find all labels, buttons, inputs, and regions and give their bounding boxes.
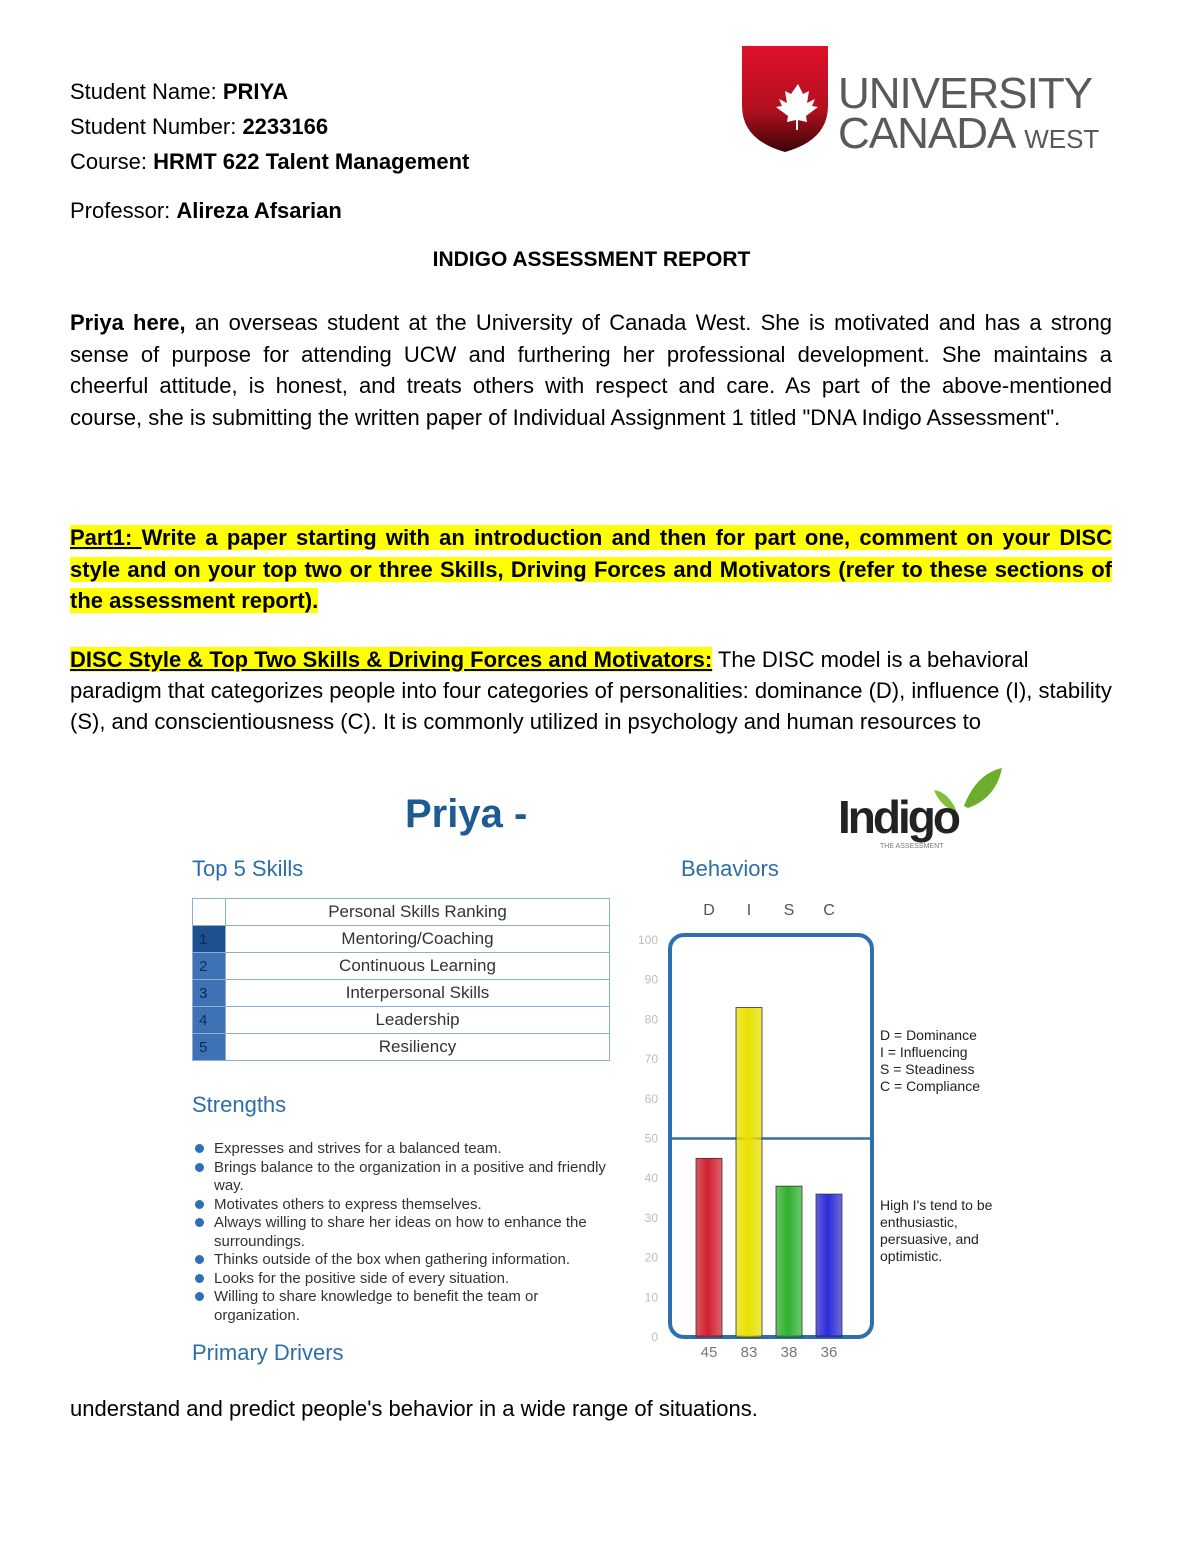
ucw-wordmark-west: WEST	[1024, 124, 1100, 154]
professor-name: Alireza Afsarian	[176, 198, 342, 223]
y-tick-label: 30	[644, 1210, 658, 1225]
legend-item: I = Influencing	[880, 1044, 968, 1060]
skill-rank: 3	[193, 980, 226, 1007]
y-tick-label: 20	[644, 1250, 658, 1265]
y-tick-label: 100	[637, 933, 658, 947]
skill-rank: 4	[193, 1007, 226, 1034]
disc-note: High I's tend to be enthusiastic, persuasive, and optimistic.	[880, 1197, 993, 1264]
category-label: I	[746, 902, 752, 919]
ucw-wordmark-canada: CANADA	[838, 109, 1013, 158]
part1-text: Write a paper starting with an introduction and then for part one, comment on your DISC style and on your top two or three Skills, Driving Forces and Motivators (refer to these sections of the assessment report).	[70, 525, 1112, 613]
table-row	[193, 980, 610, 1007]
indigo-tagline: THE ASSESSMENT	[880, 843, 944, 850]
disc-bar-chart	[620, 890, 880, 1370]
skill-rank: 1	[193, 926, 226, 953]
y-tick-label: 70	[644, 1052, 658, 1067]
strengths-list	[192, 1140, 622, 1325]
list-item: Expresses and strives for a balanced team.	[192, 1140, 622, 1159]
skill-name: Mentoring/Coaching	[226, 926, 610, 953]
y-tick-label: 10	[644, 1290, 658, 1305]
report-title: INDIGO ASSESSMENT REPORT	[432, 248, 751, 271]
intro-paragraph	[70, 307, 1112, 433]
y-tick-label: 40	[644, 1171, 658, 1186]
skill-name: Interpersonal Skills	[226, 980, 610, 1007]
part1-prompt	[70, 522, 1112, 617]
y-tick-label: 50	[644, 1131, 658, 1146]
bar-i	[736, 1007, 762, 1337]
category-label: C	[823, 902, 835, 919]
skill-rank: 5	[193, 1034, 226, 1061]
list-item: Motivates others to express themselves.	[192, 1196, 622, 1215]
skills-table-header-row	[193, 899, 610, 926]
table-row	[193, 1007, 610, 1034]
legend-item: S = Steadiness	[880, 1061, 975, 1077]
student-name-label: Student Name:	[70, 79, 223, 104]
legend-item: D = Dominance	[880, 1027, 977, 1043]
professor-line	[70, 198, 342, 224]
skills-title: Top 5 Skills	[192, 856, 304, 881]
skill-rank: 2	[193, 953, 226, 980]
strengths-title: Strengths	[192, 1092, 287, 1117]
disc-section-paragraph	[70, 644, 1112, 737]
ucw-wordmark	[838, 69, 1100, 159]
disc-text: The DISC model is a behavioral paradigm that categorizes people into four categories of personalities: dominance (D), influence (I), stability (S), and conscientiousness (C). It is commonly utilized in psychology and human resources to	[70, 647, 1112, 734]
list-item: Looks for the positive side of every situation.	[192, 1270, 622, 1289]
value-label: 45	[700, 1344, 718, 1361]
student-number-label: Student Number:	[70, 114, 243, 139]
student-number-line	[70, 114, 328, 140]
bar-c	[816, 1194, 842, 1337]
list-item: Thinks outside of the box when gathering information.	[192, 1251, 622, 1270]
disc-heading-b: & Driving Forces and Motivators:	[360, 647, 713, 672]
part1-label: Part1:	[70, 525, 142, 550]
category-label: D	[703, 902, 715, 919]
bar-d	[696, 1158, 722, 1337]
ucw-shield-logo	[740, 44, 830, 154]
ucw-wordmark-line1: UNIVERSITY	[838, 69, 1093, 118]
intro-lead: Priya here,	[70, 310, 186, 335]
category-label: S	[783, 902, 795, 919]
behaviors-title: Behaviors	[681, 856, 779, 881]
skill-name: Leadership	[226, 1007, 610, 1034]
skill-name: Resiliency	[226, 1034, 610, 1061]
ucw-wordmark-line2	[838, 109, 1100, 159]
y-tick-label: 60	[644, 1091, 658, 1106]
list-item: Brings balance to the organization in a positive and friendly way.	[192, 1159, 622, 1196]
course-label: Course:	[70, 149, 154, 174]
disc-heading-a: DISC Style & Top Two Skills	[70, 647, 361, 672]
intro-text: an overseas student at the University of Canada West. She is motivated and has a strong sense of purpose for attending UCW and furthering her professional development. She maintains a cheerful attitude, is honest, and treats others with respect and care. As part of the above-mentioned course, she is submitting the written paper of Individual Assignment 1 titled "DNA Indigo Assessment".	[70, 310, 1112, 430]
student-name-line	[70, 79, 288, 105]
table-row	[193, 953, 610, 980]
skills-header-rank-cell	[193, 899, 226, 926]
value-label: 38	[780, 1344, 798, 1361]
y-tick-label: 80	[644, 1012, 658, 1027]
primary-drivers-title: Primary Drivers	[192, 1340, 344, 1365]
list-item: Always willing to share her ideas on how to enhance the surroundings.	[192, 1214, 622, 1251]
closing-sentence: understand and predict people's behavior in a wide range of situations.	[70, 1396, 758, 1421]
course-line	[70, 149, 469, 175]
skills-table	[192, 898, 610, 1061]
y-tick-label: 0	[651, 1330, 658, 1344]
value-label: 83	[740, 1344, 758, 1361]
skills-table-header: Personal Skills Ranking	[226, 899, 610, 926]
student-number: 2233166	[242, 114, 329, 139]
course-name: HRMT 622 Talent Management	[153, 149, 470, 174]
disc-legend	[880, 1027, 980, 1095]
indigo-wordmark: Indigo	[838, 791, 958, 843]
y-tick-label: 90	[644, 972, 658, 987]
skill-name: Continuous Learning	[226, 953, 610, 980]
table-row	[193, 926, 610, 953]
legend-item: C = Compliance	[880, 1078, 980, 1094]
professor-label: Professor:	[70, 198, 177, 223]
student-name: PRIYA	[222, 79, 289, 104]
bar-s	[776, 1186, 802, 1337]
list-item: Willing to share knowledge to benefit the team or organization.	[192, 1288, 622, 1325]
figure-person-name: Priya -	[405, 792, 528, 836]
value-label: 36	[820, 1344, 838, 1361]
table-row	[193, 1034, 610, 1061]
